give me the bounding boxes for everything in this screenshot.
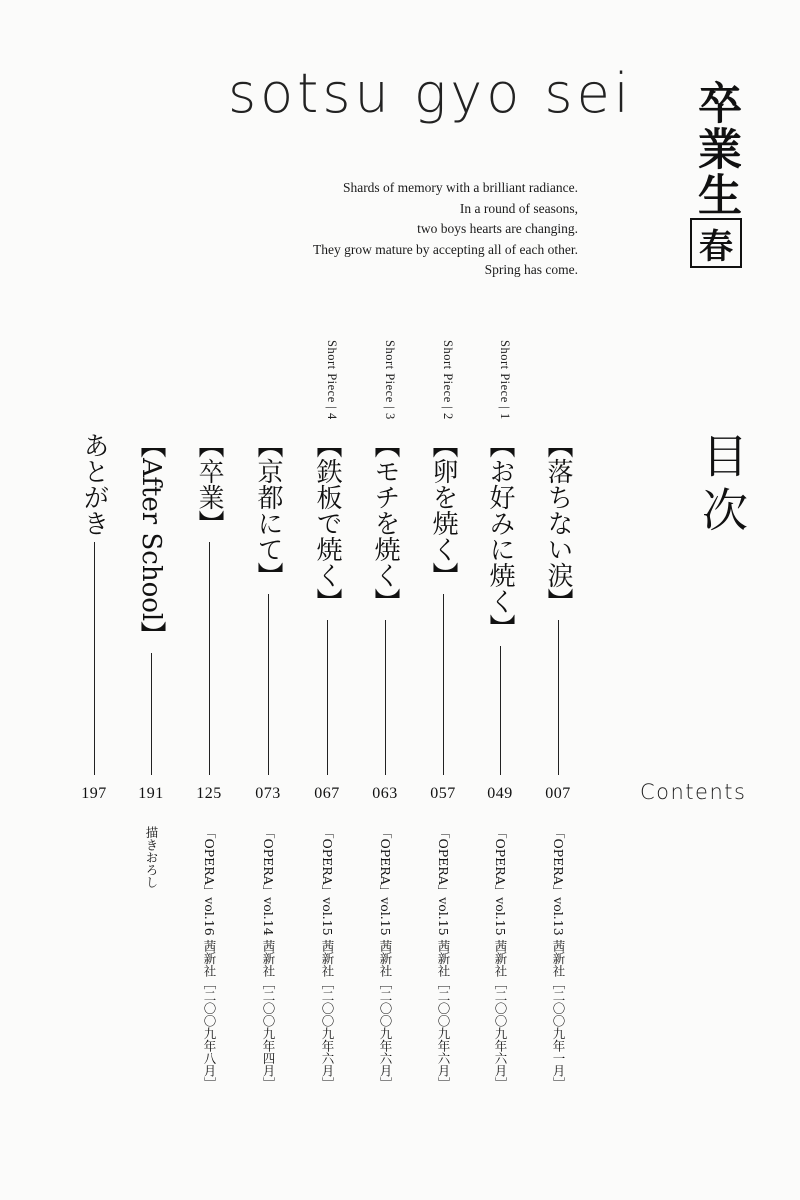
publication-source: 「OPERA」vol.15 茜新社［二〇〇九年六月］ [320,826,335,1090]
toc-entry-title: 【落ちない涙】 [543,432,573,614]
publication-source: 「OPERA」vol.13 茜新社［二〇〇九年一月］ [551,826,566,1090]
toc-entry-title: 【鉄板で焼く】 [312,432,342,614]
short-piece-label: Short Piece | 1 [498,340,512,420]
page-number: 063 [372,785,398,802]
tagline-line: They grow mature by accepting all of each other. [312,241,578,257]
leader-line [443,594,444,775]
page-number: 191 [138,785,164,802]
toc-entry-title: 【卒業】 [194,432,224,536]
tagline-line: Spring has come. [484,262,578,277]
book-title: 卒業生 [690,80,741,218]
tagline-line: In a round of seasons, [459,200,578,216]
page-number: 073 [255,785,281,802]
page-number: 007 [545,785,571,802]
publication-source: 「OPERA」vol.15 茜新社［二〇〇九年六月］ [378,826,393,1090]
leader-line [94,542,95,775]
leader-line [500,646,501,775]
publication-source: 描きおろし [144,826,159,889]
short-piece-label: Short Piece | 3 [383,340,397,420]
toc-heading: 目次 [695,432,749,540]
publication-source: 「OPERA」vol.14 茜新社［二〇〇九年四月］ [261,826,276,1090]
page-number: 049 [487,785,513,802]
page-number: 057 [430,785,456,802]
toc-entry-title: 【お好みに焼く】 [485,432,515,640]
page-number: 197 [81,785,107,802]
publication-source: 「OPERA」vol.15 茜新社［二〇〇九年六月］ [493,826,508,1090]
leader-line [327,620,328,775]
leader-line [385,620,386,775]
page-number: 067 [314,785,340,802]
leader-line [268,594,269,775]
book-title-season-badge: 春 [690,218,742,268]
short-piece-label: Short Piece | 2 [441,340,455,420]
series-logo: sotsu gyo sei [228,62,633,125]
contents-label: Contents [640,780,747,804]
toc-entry-title: 【モチを焼く】 [370,432,400,614]
leader-line [558,620,559,775]
publication-source: 「OPERA」vol.16 茜新社［二〇〇九年八月］ [202,826,217,1090]
short-piece-label: Short Piece | 4 [325,340,339,420]
toc-entry-title: 【After School】 [136,432,166,648]
tagline [238,178,578,281]
leader-line [209,542,210,775]
toc-entry-title: 【卵を焼く】 [428,432,458,588]
leader-line [151,653,152,775]
tagline-line: Shards of memory with a brilliant radiance. [342,180,578,195]
page-number: 125 [196,785,222,802]
toc-entry-title: あとがき [79,432,109,536]
tagline-line: two boys hearts are changing. [417,221,578,236]
toc-entry-title: 【京都にて】 [253,432,283,588]
publication-source: 「OPERA」vol.15 茜新社［二〇〇九年六月］ [436,826,451,1090]
